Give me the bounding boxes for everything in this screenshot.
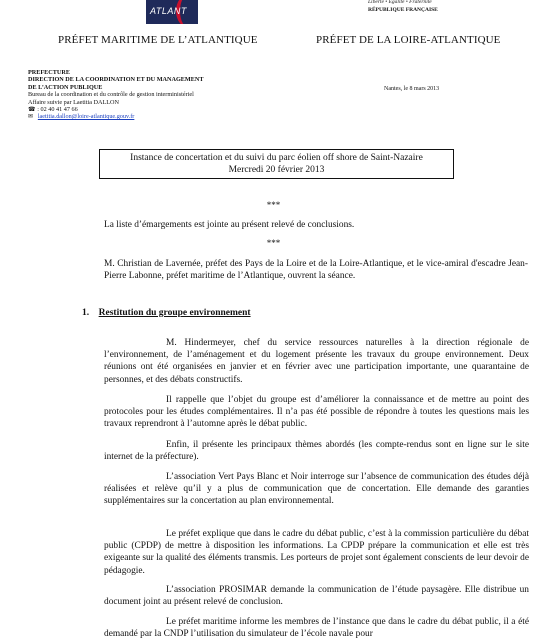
logo-text: ATLANT — [150, 6, 187, 16]
body-paragraph: Le préfet maritime informe les membres de l’instance que dans le cadre du débat public, il a été demandé par la CNDP l’utilisation du simulateur de l’école navale pour — [104, 617, 529, 640]
section-heading — [82, 308, 251, 318]
section-number: 1. — [82, 308, 90, 318]
header-line: DE L’ACTION PUBLIQUE — [28, 83, 103, 91]
opening-paragraph: M. Christian de Lavernée, préfet des Pays de la Loire et de la Loire-Atlantique, et le vice-amiral d'escadre Jean-Pierre Labonne, préfet maritime de l’Atlantique, ouvrent la séance. — [104, 259, 528, 282]
header-line: Bureau de la coordination et du contrôle de gestion interministériel — [28, 91, 194, 99]
prefet-maritime-title: PRÉFET MARITIME DE L’ATLANTIQUE — [58, 34, 258, 46]
header-line: PREFECTURE — [28, 69, 70, 76]
prefecture-maritime-logo — [146, 0, 198, 24]
email-link[interactable]: laetitia.dallon@loire-atlantique.gouv.fr — [37, 113, 135, 121]
emargements-text: La liste d’émargements est jointe au présent relevé de conclusions. — [104, 220, 355, 230]
phone-line — [28, 106, 288, 113]
meeting-date: Mercredi 20 février 2013 — [228, 165, 325, 175]
meeting-title: Instance de concertation et du suivi du parc éolien off shore de Saint-Nazaire — [130, 153, 423, 163]
prefet-loire-atlantique-title: PRÉFET DE LA LOIRE-ATLANTIQUE — [316, 34, 501, 46]
email-line — [28, 113, 288, 120]
body-paragraph: M. Hindermeyer, chef du service ressources naturelles à la direction régionale de l’environnement, de l’aménagement et du logement présente les travaux du groupe environnement. Deux réunions ont été organisées en janvier et en février avec une participation importante, une quarantaine de personnes, et des débats constructifs. — [104, 338, 529, 385]
document-date: Nantes, le 8 mars 2013 — [384, 86, 440, 92]
phone-number: 02 40 41 47 66 — [40, 106, 78, 114]
separator-stars: *** — [266, 238, 281, 248]
republic-motto: Liberté • Égalité • Fraternité — [368, 0, 432, 5]
sender-block — [28, 69, 288, 121]
mail-icon: ✉ — [28, 113, 37, 121]
meeting-title-box — [99, 149, 454, 179]
republic-name: RÉPUBLIQUE FRANÇAISE — [368, 6, 438, 13]
phone-icon: ☎ : — [28, 106, 39, 114]
header-line: Affaire suivie par Laetitia DALLON — [28, 98, 119, 106]
header-line: DIRECTION DE LA COORDINATION ET DU MANAGEMENT — [28, 76, 204, 84]
body-paragraph: Enfin, il présente les principaux thèmes abordés (les compte-rendus sont en ligne sur le site internet de la préfecture). — [104, 440, 529, 463]
body-paragraph: L’association PROSIMAR demande la communication de l’étude paysagère. Elle distribue un document joint au présent relevé de conclusion. — [104, 585, 529, 608]
body-paragraph: L’association Vert Pays Blanc et Noir interroge sur l’absence de communication des études déjà réalisées et relève qu’il y a plus de communication que de concertation. Elle demande des garanties supplémentaires sur la concertation au plan environnemental. — [104, 472, 529, 507]
separator-stars: *** — [266, 200, 281, 210]
body-paragraph: Le préfet explique que dans le cadre du débat public, c’est à la commission particulière du débat public (CPDP) de mettre à disposition les informations. La CPDP prépare la communication et elle est très exigeante sur la qualité des éléments transmis. Les porteurs de projet sont également conscients de leur devoir de pédagogie. — [104, 529, 529, 576]
republique-francaise-logo — [368, 0, 458, 13]
section-title: Restitution du groupe environnement — [98, 308, 251, 318]
body-paragraph: Il rappelle que l’objet du groupe est d’améliorer la connaissance et de mettre au point des protocoles pour les études complémentaires. Il n’a pas été possible de répondre à toutes les questions mais les travaux reprendront à l’automne après le débat public. — [104, 395, 529, 430]
